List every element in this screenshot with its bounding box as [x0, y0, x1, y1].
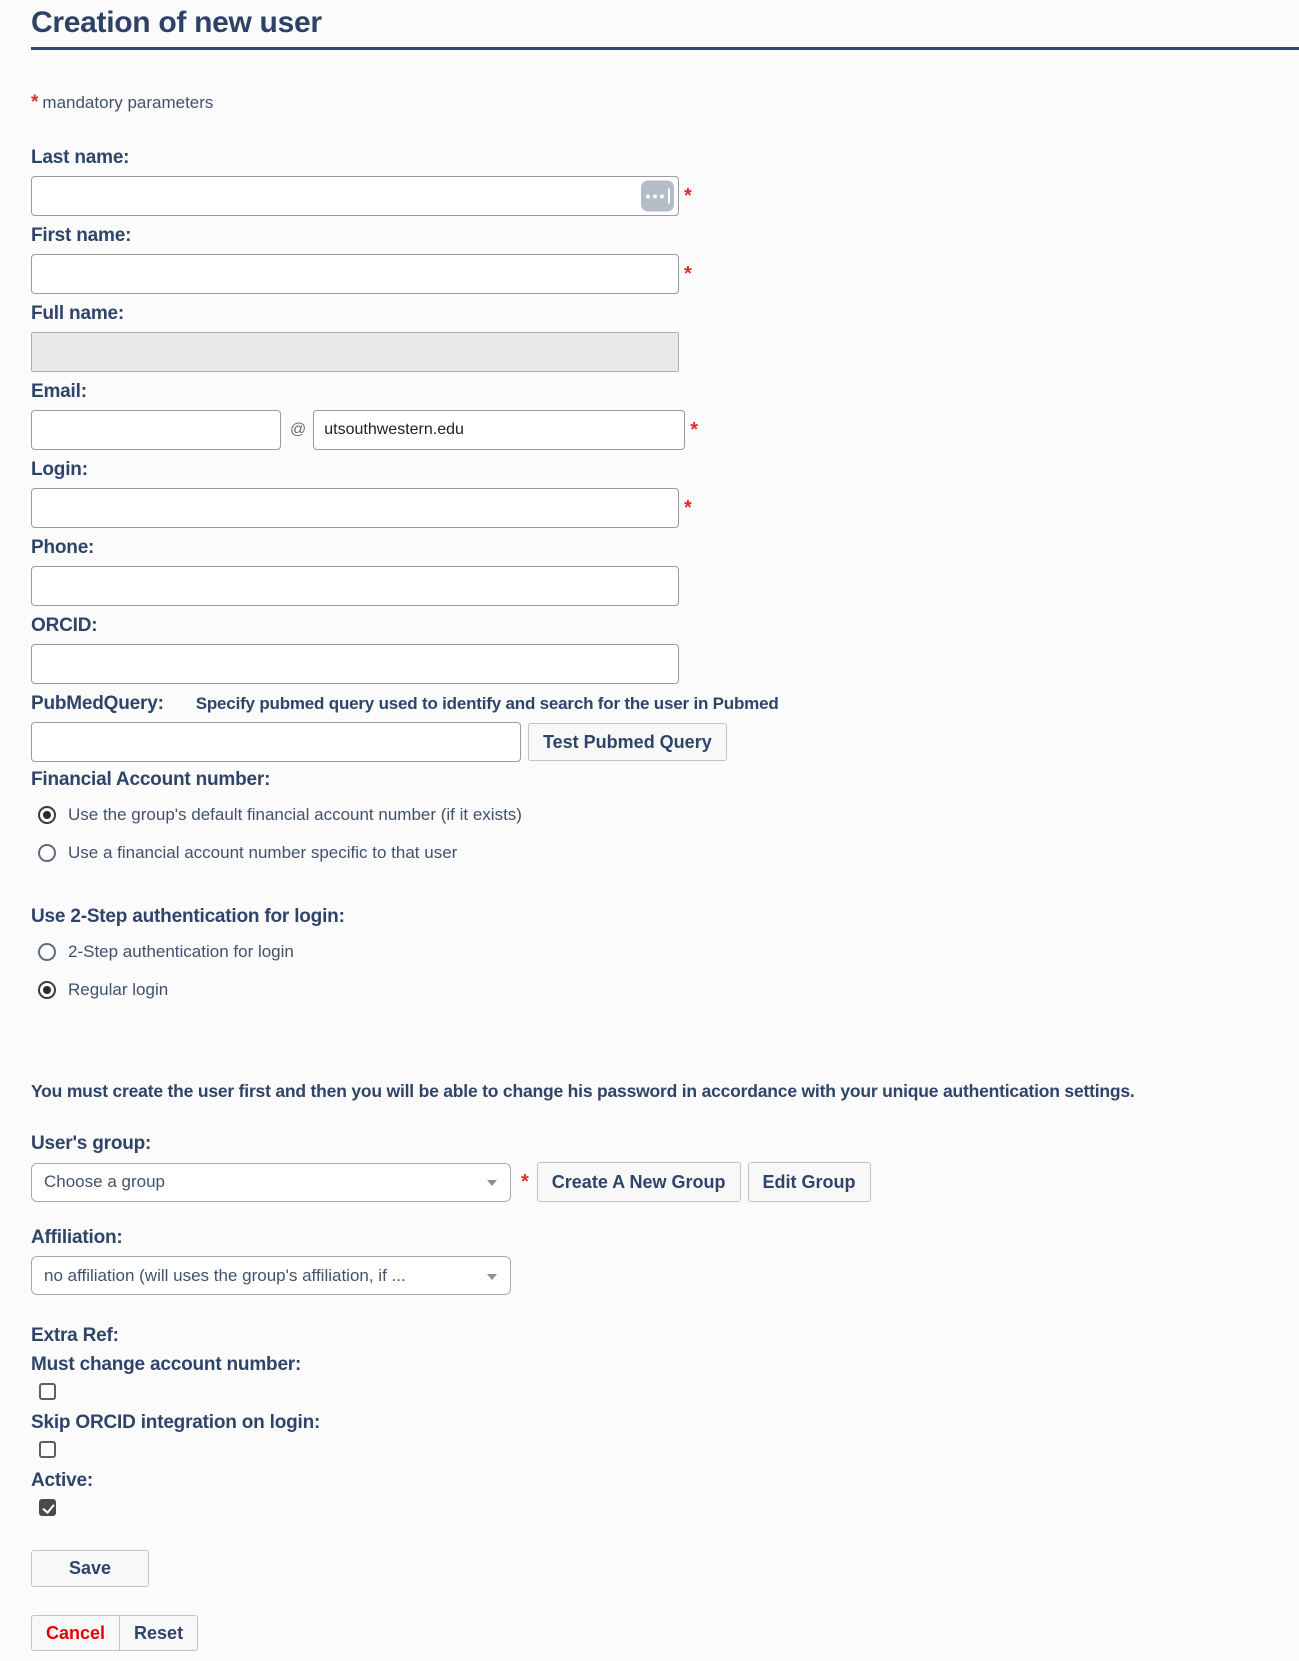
radio-regular-login[interactable] — [38, 975, 1299, 1005]
pubmed-query-label-row — [31, 692, 1299, 716]
mandatory-note-text: mandatory parameters — [42, 93, 214, 112]
orcid-row — [31, 644, 1299, 684]
mandatory-note — [31, 92, 1299, 114]
cancel-reset-row — [31, 1615, 1299, 1661]
pubmed-query-row — [31, 722, 1299, 762]
edit-group-button[interactable]: Edit Group — [748, 1162, 871, 1202]
login-row — [31, 488, 1299, 528]
email-row — [31, 410, 1299, 450]
last-name-label: Last name: — [31, 147, 130, 168]
radio-group-default-account[interactable] — [38, 800, 1299, 830]
first-name-row — [31, 254, 1299, 294]
skip-orcid-label: Skip ORCID integration on login: — [31, 1412, 321, 1433]
extra-options-block — [31, 1321, 1299, 1516]
radio-two-step-auth[interactable] — [38, 937, 1299, 967]
pubmed-query-label: PubMedQuery: — [31, 693, 164, 714]
password-notice: You must create the user first and then you will be able to change his password in accordance with your unique authentication settings. — [31, 1081, 1135, 1101]
login-input[interactable] — [31, 488, 679, 528]
users-group-row — [31, 1162, 1299, 1202]
radio-label: Regular login — [68, 980, 169, 999]
active-label: Active: — [31, 1470, 93, 1491]
test-pubmed-query-button[interactable]: Test Pubmed Query — [528, 723, 727, 761]
last-name-input[interactable] — [31, 176, 679, 216]
email-local-input[interactable] — [31, 410, 281, 450]
required-asterisk: * — [684, 497, 692, 519]
required-asterisk: * — [690, 419, 699, 441]
full-name-input — [31, 332, 679, 372]
radio-button — [38, 844, 56, 862]
skip-orcid-checkbox[interactable] — [39, 1441, 56, 1458]
required-asterisk: * — [31, 92, 39, 113]
orcid-label: ORCID: — [31, 615, 98, 636]
two-step-auth-label: Use 2-Step authentication for login: — [31, 906, 345, 927]
radio-button — [38, 943, 56, 961]
users-group-label: User's group: — [31, 1133, 152, 1154]
chevron-down-icon — [487, 1274, 497, 1280]
email-domain-input[interactable] — [313, 410, 685, 450]
cancel-button[interactable]: Cancel — [31, 1615, 120, 1651]
users-group-select[interactable] — [31, 1163, 511, 1202]
pubmed-query-input[interactable] — [31, 722, 521, 762]
full-name-label: Full name: — [31, 303, 125, 324]
affiliation-row — [31, 1256, 1299, 1295]
full-name-row — [31, 332, 1299, 372]
financial-account-radio-group — [31, 800, 1299, 868]
create-new-group-button[interactable]: Create A New Group — [537, 1162, 741, 1202]
users-group-selected-option: Choose a group — [44, 1172, 165, 1191]
required-asterisk: * — [684, 185, 692, 207]
two-step-auth-block — [31, 905, 1299, 1005]
radio-label: 2-Step authentication for login — [68, 942, 294, 961]
chevron-down-icon — [487, 1180, 497, 1186]
financial-account-label: Financial Account number: — [31, 769, 271, 790]
autofill-ellipsis-icon[interactable] — [641, 181, 674, 212]
extra-ref-label: Extra Ref: — [31, 1325, 119, 1346]
required-asterisk: * — [521, 1170, 529, 1193]
first-name-label: First name: — [31, 225, 132, 246]
pubmed-query-hint: Specify pubmed query used to identify and search for the user in Pubmed — [195, 694, 779, 713]
required-asterisk: * — [684, 263, 692, 285]
active-checkbox[interactable] — [39, 1499, 56, 1516]
radio-label: Use the group's default financial account number (if it exists) — [68, 805, 522, 824]
reset-button[interactable]: Reset — [119, 1615, 198, 1651]
radio-user-specific-account[interactable] — [38, 838, 1299, 868]
must-change-account-label: Must change account number: — [31, 1354, 302, 1375]
affiliation-block — [31, 1226, 1299, 1295]
phone-input[interactable] — [31, 566, 679, 606]
affiliation-selected-option: no affiliation (will uses the group's affiliation, if ... — [44, 1265, 406, 1285]
first-name-input[interactable] — [31, 254, 679, 294]
phone-label: Phone: — [31, 537, 95, 558]
two-step-radio-group — [31, 937, 1299, 1005]
save-row — [31, 1550, 1299, 1587]
orcid-input[interactable] — [31, 644, 679, 684]
radio-button — [38, 806, 56, 824]
page-title: Creation of new user — [31, 6, 1299, 50]
save-button[interactable]: Save — [31, 1550, 149, 1587]
must-change-account-checkbox[interactable] — [39, 1383, 56, 1400]
email-label: Email: — [31, 381, 87, 402]
affiliation-label: Affiliation: — [31, 1227, 123, 1248]
radio-button — [38, 981, 56, 999]
radio-label: Use a financial account number specific to that user — [68, 843, 458, 862]
affiliation-select[interactable] — [31, 1256, 511, 1295]
last-name-row — [31, 176, 1299, 216]
login-label: Login: — [31, 459, 88, 480]
email-at-separator: @ — [290, 421, 307, 438]
users-group-block — [31, 1132, 1299, 1202]
phone-row — [31, 566, 1299, 606]
